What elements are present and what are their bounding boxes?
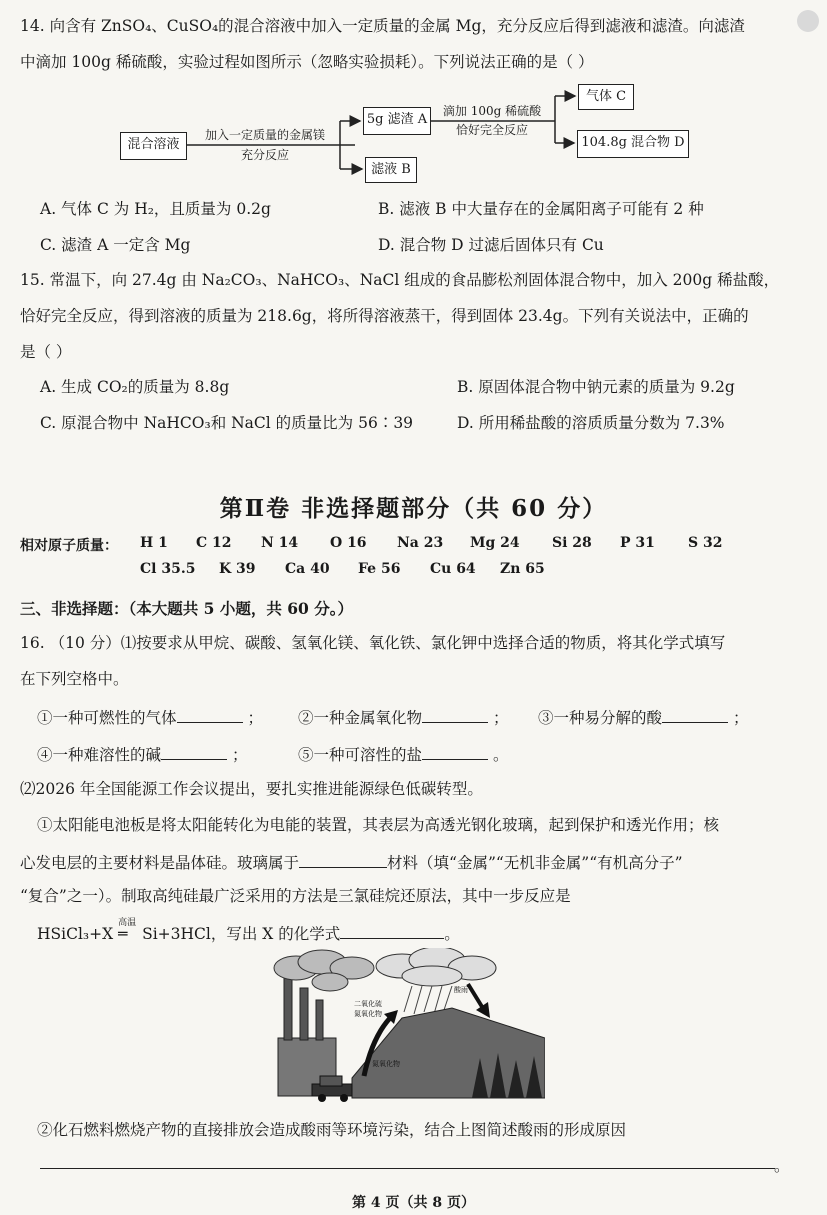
box-gas-c: 气体 C: [578, 84, 634, 110]
label-step2-top: 滴加 100g 稀硫酸: [442, 104, 542, 118]
mass-c: C 12: [196, 535, 232, 551]
answer-blank-1[interactable]: [177, 706, 243, 723]
reaction-condition: 高温: [118, 918, 137, 928]
q14-option-d[interactable]: D. 混合物 D 过滤后固体只有 Cu: [378, 236, 604, 254]
acid-rain-figure: [272, 948, 545, 1108]
mass-cu: Cu 64: [430, 561, 476, 577]
box-residue-a: 5g 滤渣 A: [363, 107, 431, 135]
q15-option-d[interactable]: D. 所用稀盐酸的溶质质量分数为 7.3%: [457, 414, 725, 432]
chimney-3: [316, 1000, 323, 1040]
q16-solar-line1: ①太阳能电池板是将太阳能转化为电能的装置，其表层为高透光钢化玻璃，起到保护和透光作用；核: [37, 816, 720, 834]
mass-n: N 14: [261, 535, 299, 551]
q14-option-a[interactable]: A. 气体 C 为 H₂，且质量为 0.2g: [40, 200, 271, 218]
q16-solar-line2: [20, 851, 683, 873]
q16-solar-line2b: 材料（填“金属”“无机非金属”“有机高分子”: [387, 854, 683, 872]
q14-stem-line1: 14. 向含有 ZnSO₄、CuSO₄的混合溶液中加入一定质量的金属 Mg，充分反应后得到滤液和滤渣。向滤渣: [20, 17, 745, 35]
q15-stem-line3: 是（ ）: [20, 343, 72, 361]
q16-item-2: ②一种金属氧化物 ；: [298, 706, 508, 728]
answer-blank-glass[interactable]: [299, 851, 387, 868]
answer-blank-5[interactable]: [422, 743, 488, 760]
label-nox-car: 氮氧化物: [372, 1060, 400, 1068]
q14-option-c[interactable]: C. 滤渣 A 一定含 Mg: [40, 236, 191, 254]
q14-option-b[interactable]: B. 滤液 B 中大量存在的金属阳离子可能有 2 种: [378, 200, 704, 218]
label-step2-bottom: 恰好完全反应: [455, 123, 528, 137]
page-footer: 第 4 页（共 8 页）: [352, 1195, 475, 1211]
q16-stem-line2: 在下列空格中。: [20, 670, 129, 688]
answer-line-period: 。: [774, 1157, 790, 1175]
answer-blank-x[interactable]: [340, 922, 444, 939]
part2-title: 第Ⅱ卷 非选择题部分（共 60 分）: [219, 495, 608, 522]
mass-h: H 1: [140, 535, 168, 551]
box-mixture-d: 104.8g 混合物 D: [577, 130, 689, 158]
section3-heading: 三、非选择题：（本大题共 5 小题，共 60 分。）: [20, 599, 353, 618]
q16-stem-line1: 16. （10 分）⑴按要求从甲烷、碳酸、氢氧化镁、氧化铁、氯化钾中选择合适的物质，将其化学式填写: [20, 634, 726, 652]
q16-solar-line3: “复合”之一）。制取高纯硅最广泛采用的方法是三氯硅烷还原法，其中一步反应是: [20, 887, 571, 905]
answer-line-acid-rain[interactable]: [40, 1148, 775, 1169]
label-step1-top: 加入一定质量的金属镁: [204, 128, 325, 142]
q16-item-3-text: ③一种易分解的酸: [538, 709, 663, 727]
q16-item-2-text: ②一种金属氧化物: [298, 709, 423, 727]
q16-item-1: ①一种可燃性的气体 ；: [37, 706, 263, 728]
mass-mg: Mg 24: [470, 535, 520, 551]
q15-stem-line2: 恰好完全反应，得到溶液的质量为 218.6g，将所得溶液蒸干，得到固体 23.4g。下列有关说法中，正确的: [20, 307, 749, 325]
label-so2: 二氧化硫: [354, 1000, 382, 1008]
mass-si: Si 28: [552, 535, 592, 551]
q16-item-5-text: ⑤一种可溶性的盐: [298, 746, 423, 764]
label-acid-rain: 酸雨: [454, 986, 468, 994]
q16-item-1-text: ①一种可燃性的气体: [37, 709, 177, 727]
q16-item-3: ③一种易分解的酸 ；: [538, 706, 748, 728]
q16-item-4: ④一种难溶性的碱 ；: [37, 743, 247, 765]
q15-stem-line1: 15. 常温下，向 27.4g 由 Na₂CO₃、NaHCO₃、NaCl 组成的食品膨松剂固体混合物中，加入 200g 稀盐酸，: [20, 271, 780, 289]
answer-blank-2[interactable]: [422, 706, 488, 723]
reaction-right: Si+3HCl，写出 X 的化学式: [142, 925, 341, 943]
mass-k: K 39: [219, 561, 256, 577]
q15-option-c[interactable]: C. 原混合物中 NaHCO₃和 NaCl 的质量比为 56∶39: [40, 414, 414, 432]
reaction-left: HSiCl₃+X: [37, 925, 114, 943]
q15-option-b[interactable]: B. 原固体混合物中钠元素的质量为 9.2g: [457, 378, 735, 396]
mass-s: S 32: [688, 535, 723, 551]
q16-item-4-text: ④一种难溶性的碱: [37, 746, 162, 764]
q15-option-a[interactable]: A. 生成 CO₂的质量为 8.8g: [40, 378, 230, 396]
box-mixed-solution: 混合溶液: [120, 132, 187, 160]
box-filtrate-b: 滤液 B: [365, 157, 417, 183]
mass-p: P 31: [620, 535, 655, 551]
q16-part2-intro: ⑵2026 年全国能源工作会议提出，要扎实推进能源绿色低碳转型。: [20, 780, 483, 798]
q16-reaction: HSiCl₃+X 高温 ═Si+3HCl，写出 X 的化学式 。: [37, 922, 460, 944]
mass-ca: Ca 40: [285, 561, 330, 577]
atomic-mass-label: 相对原子质量：: [20, 538, 118, 554]
q14-stem-line2: 中滴加 100g 稀硫酸，实验过程如图所示（忽略实验损耗）。下列说法正确的是（ ）: [20, 53, 594, 71]
q16-solar-line2a: 心发电层的主要材料是晶体硅。玻璃属于: [20, 854, 300, 872]
mass-cl: Cl 35.5: [140, 561, 196, 577]
chimney-2: [300, 988, 308, 1040]
q16-item-5: ⑤一种可溶性的盐 。: [298, 743, 508, 765]
label-step1-bottom: 充分反应: [240, 148, 289, 162]
answer-blank-3[interactable]: [662, 706, 728, 723]
mass-fe: Fe 56: [358, 561, 401, 577]
mass-na: Na 23: [397, 535, 444, 551]
label-nox: 氮氧化物: [354, 1010, 382, 1018]
q16-acid-rain-question: ②化石燃料燃烧产物的直接排放会造成酸雨等环境污染，结合上图简述酸雨的形成原因: [37, 1121, 627, 1139]
mass-o: O 16: [330, 535, 367, 551]
reaction-equals: 高温 ═: [118, 924, 142, 944]
answer-blank-4[interactable]: [161, 743, 227, 760]
mass-zn: Zn 65: [500, 561, 545, 577]
chimney-1: [284, 978, 292, 1040]
